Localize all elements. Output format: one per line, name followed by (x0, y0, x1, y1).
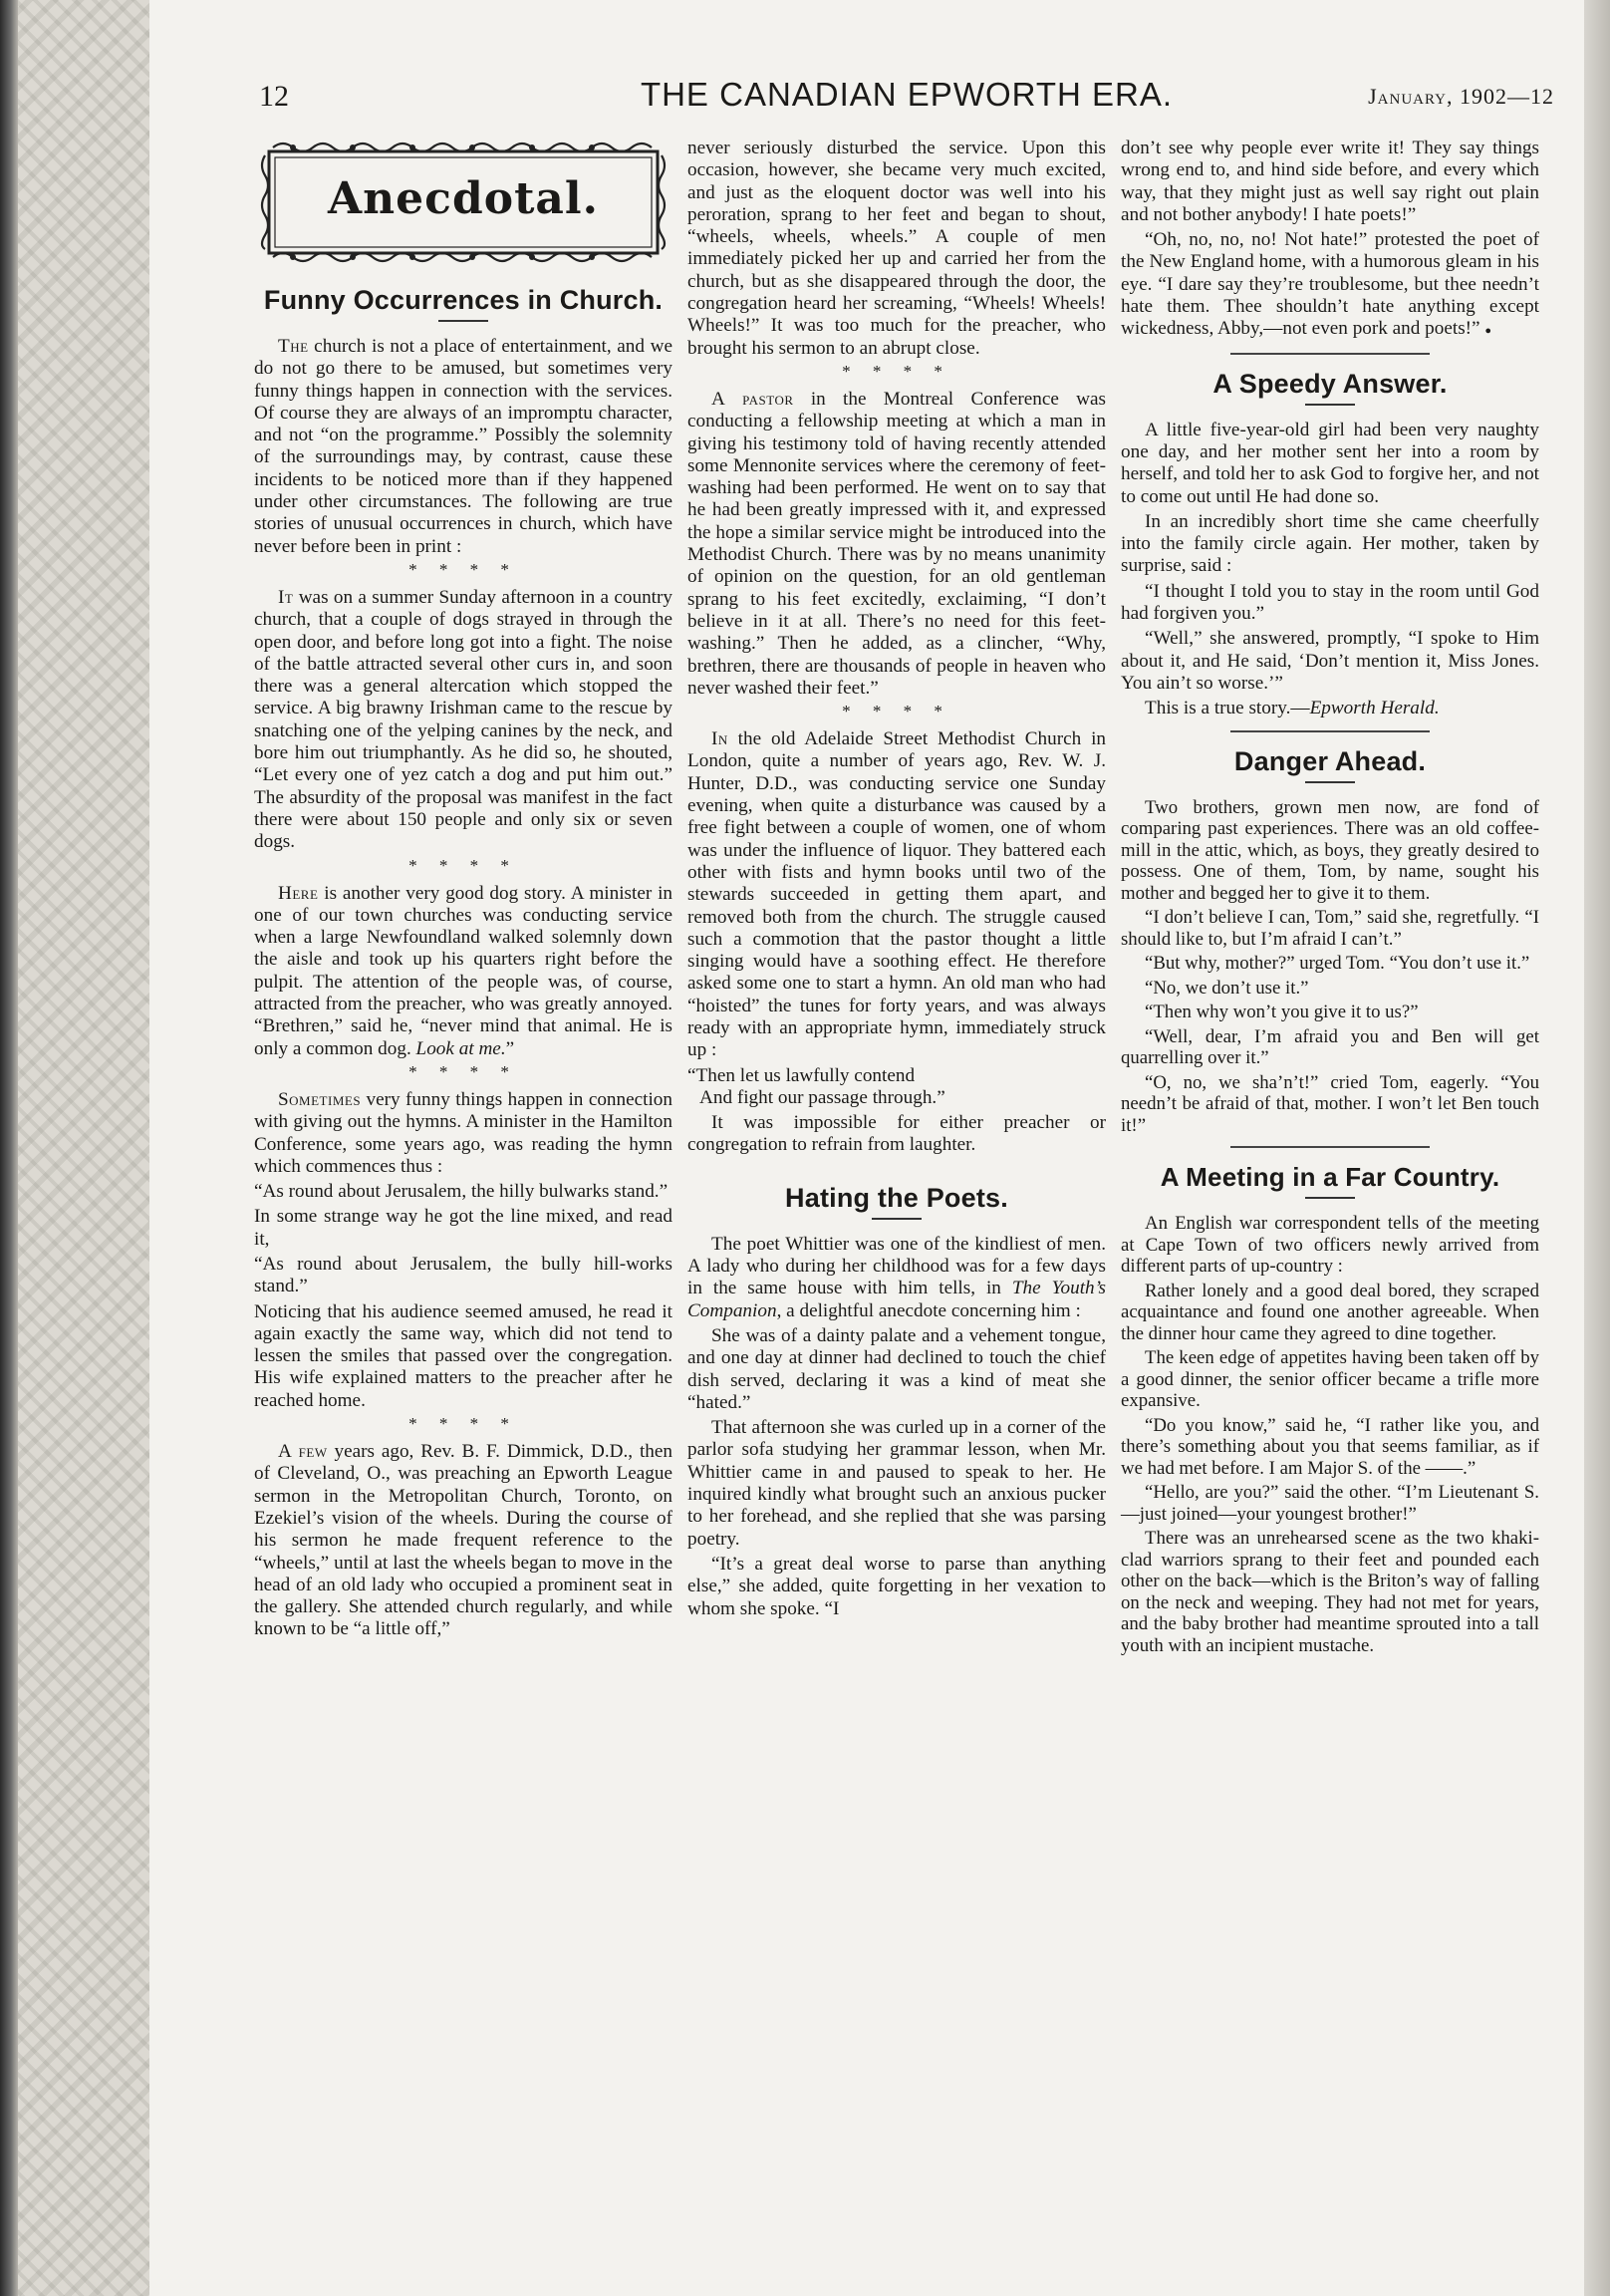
anecdotal-banner (259, 138, 668, 267)
section-break: * * * * (408, 855, 518, 875)
paragraph: “I thought I told you to stay in the room until God had forgiven you.” (1121, 580, 1539, 625)
closing-mark: ● (1484, 325, 1492, 338)
section-divider (1230, 730, 1430, 732)
heading-rule (872, 1218, 922, 1220)
section-divider (1230, 353, 1430, 355)
paragraph: Sometimes very funny things happen in connection with giving out the hymns. A minister in the Hamilton Conference, some years ago, was reading the hymn which commences thus : (254, 1088, 672, 1177)
section-break: * * * * (408, 1061, 518, 1081)
paragraph: The poet Whittier was one of the kindliest of men. A lady who during her childhood was for a few days in the same house with him tells, in The Youth’s Companion, a delightful anecdote concerning him : (687, 1233, 1106, 1321)
heading-rule (1305, 404, 1355, 406)
paragraph: The keen edge of appetites having been taken off by a good dinner, the senior officer became a trifle more expansive. (1121, 1347, 1539, 1412)
hymn-quote: “As round about Jerusalem, the hilly bulwarks stand.” (254, 1181, 669, 1203)
column-1 (254, 138, 672, 1644)
heading-rule (1305, 781, 1355, 783)
verse-line: “Then let us lawfully contend (687, 1064, 916, 1086)
section-break: * * * * (842, 702, 951, 721)
section-title: Anecdotal. (328, 173, 599, 224)
paragraph: An English war correspondent tells of the meeting at Cape Town of two officers newly arrived from different parts of up-country : (1121, 1213, 1539, 1278)
paragraph: “Well,” she answered, promptly, “I spoke to Him about it, and He said, ‘Don’t mention it, Miss Jones. You ain’t so worse.’” (1121, 628, 1539, 694)
section-break: * * * * (408, 559, 518, 579)
article-heading: Danger Ahead. (1233, 745, 1427, 776)
section-break: * * * * (408, 1414, 518, 1434)
paragraph: “Well, dear, I’m afraid you and Ben will get quarrelling over it.” (1121, 1025, 1539, 1069)
page-number: 12 (259, 80, 289, 113)
heading-rule (1305, 1197, 1355, 1199)
section-break: * * * * (842, 361, 951, 381)
verse-line: And fight our passage through.” (699, 1086, 945, 1108)
attribution: This is a true story.—Epworth Herald. (1145, 698, 1440, 719)
article-heading: Hating the Poets. (785, 1182, 1008, 1213)
paragraph: In the old Adelaide Street Methodist Church in London, quite a number of years ago, Rev. W. J. Hunter, D.D., was conducting service one Sunday evening, when quite a disturbance was caused by a free fight between a couple of women, one of whom was under the influence of liquor. They battered each other with fists and hymn books until two of the stewards succeeded in getting them apart, and removed both from the church. The struggle caused such a commotion that the pastor thought a little singing would have a soothing effect. He therefore asked some one to start a hymn. An old man who had “hoisted” the tunes for forty years, and was always ready with an appropriate hymn, immediately struck up : (687, 728, 1106, 1061)
paragraph: “No, we don’t use it.” (1145, 977, 1309, 999)
paragraph: It was on a summer Sunday afternoon in a country church, that a couple of dogs strayed in through the open door, and before long got into a fight. The noise of the battle attracted several other curs in, and soon there was a general altercation which stopped the service. A big brawny Irishman came to the rescue by snatching one of the yelping canines by the neck, and bore him out triumphantly. As he did so, he shouted, “Let every one of yez catch a dog and put him out.” The absurdity of the proposal was manifest in the fact there were about 150 people and only six or seven dogs. (254, 586, 672, 853)
paragraph: That afternoon she was curled up in a corner of the parlor sofa studying her grammar lesson, when Mr. Whittier came in and paused to speak to her. He inquired kindly what brought such an anxious pucker to her forehead, and she replied that she was parsing poetry. (687, 1417, 1106, 1550)
paragraph: “It’s a great deal worse to parse than anything else,” she added, quite forgetting in her vexation to whom she spoke. “I (687, 1553, 1106, 1619)
paragraph: A few years ago, Rev. B. F. Dimmick, D.D., then of Cleveland, O., was preaching an Epworth League sermon in the Metropolitan Church, Toronto, on Ezekiel’s vision of the wheels. During the course of his sermon he made frequent reference to the “wheels,” until at last the wheels began to move in the head of an old lady who occupied a prominent seat in the gallery. She attended church regularly, and while known to be “a little off,” (254, 1441, 672, 1640)
paragraph: “Oh, no, no, no! Not hate!” protested the poet of the New England home, with a humorous gleam in his eye. “I dare say they’re troublesome, but thee needn’t hate them. Thee shouldn’t hate anything except wickedness, Abby,—not even pork and poets!” ● (1121, 229, 1539, 340)
paragraph: In some strange way he got the line mixed, and read it, (254, 1206, 672, 1250)
column-3 (1121, 138, 1539, 1659)
running-header (259, 72, 1554, 132)
section-divider (1230, 1146, 1430, 1148)
paragraph: A pastor in the Montreal Conference was conducting a fellowship meeting at which a man in giving his testimony told of having recently attended some Mennonite services where the ceremony of feet-washing had been performed. He went on to say that he had been greatly impressed with it, and expressed the hope a similar service might be introduced into the Methodist Church. There was by no means unanimity of opinion on the question, for an old gentleman sprang to his feet excitedly, exclaiming, “I don’t believe in it at all. There’s no need for this feet-washing.” Then he added, as a clincher, “Why, brethren, there are thousands of people in heaven who never washed their feet.” (687, 388, 1107, 699)
journal-title: THE CANADIAN EPWORTH ERA. (640, 76, 1174, 113)
article-heading: Funny Occurrences in Church. (263, 285, 664, 315)
paragraph: “Do you know,” said he, “I rather like you, and there’s something about you that seems familiar, as if we had met before. I am Major S. of the ——.” (1121, 1414, 1539, 1479)
article-heading: A Speedy Answer. (1212, 368, 1448, 399)
paragraph: There was an unrehearsed scene as the two khaki-clad warriors sprang to their feet and pounded each other on the back—which is the Briton’s way of falling on the neck and weeping. They had not met for years, and the baby brother had meantime sprouted into a tall youth with an incipient mustache. (1121, 1528, 1539, 1656)
paragraph: “Hello, are you?” said the other. “I’m Lieutenant S.—just joined—your youngest brother!” (1121, 1482, 1539, 1525)
paragraph: Noticing that his audience seemed amused, he read it again exactly the same way, which did not tend to lessen the smiles that passed over the congregation. His wife explained matters to the preacher after he reached home. (254, 1300, 672, 1411)
paragraph: “I don’t believe I can, Tom,” said she, regretfully. “I should like to, but I’m afraid I can’t.” (1121, 907, 1539, 950)
paragraph: It was impossible for either preacher or congregation to refrain from laughter. (687, 1112, 1106, 1156)
hymn-quote: “As round about Jerusalem, the bully hill-works stand.” (254, 1253, 672, 1297)
paragraph: Two brothers, grown men now, are fond of comparing past experiences. There was an old coffee-mill in the attic, which, as boys, they greatly desired to possess. One of them, Tom, by name, sought his mother and begged her to give it to them. (1121, 796, 1539, 904)
magazine-page (149, 0, 1584, 2296)
paragraph: In an incredibly short time she came cheerfully into the family circle again. Her mother, taken by surprise, said : (1121, 510, 1539, 577)
paragraph: A little five-year-old girl had been very naughty one day, and her mother sent her into a room by herself, and told her to ask God to forgive her, and not to come out until He had done so. (1121, 419, 1539, 507)
heading-rule (438, 320, 488, 322)
paragraph: The church is not a place of entertainment, and we do not go there to be amused, but sometimes very funny things happen in connection with the services. Of course they are always of an impromptu character, and not “on the programme.” Possibly the solemnity of the surroundings may, by contrast, cause these incidents to be noticed more than if they happened under other circumstances. The following are true stories of unusual occurrences in church, which have never before been in print : (254, 336, 672, 557)
paragraph: don’t see why people ever write it! They say things wrong end to, and hind side before, and every which way, that they might just as well say right out plain and not bother anybody! I hate poets!” (1121, 138, 1539, 225)
hymn-verse (687, 1065, 1106, 1110)
paragraph: never seriously disturbed the service. Upon this occasion, however, she became very much excited, and just as the eloquent doctor was well into his peroration, sprang to her feet and began to shout, “wheels, wheels, wheels.” A couple of men immediately picked her up and carried her from the church, but as she disappeared through the door, the congregation heard her screaming, “Wheels! Wheels! Wheels!” It was too much for the preacher, who brought his sermon to an abrupt close. (687, 138, 1106, 359)
issue-date: January, 1902—12 (1368, 84, 1554, 109)
paragraph: Rather lonely and a good deal bored, they scraped acquaintance and found one another agreeable. When the dinner hour came they agreed to dine together. (1121, 1280, 1539, 1344)
scan-binding-edge (0, 0, 149, 2296)
paragraph: “O, no, we sha’n’t!” cried Tom, eagerly. “You needn’t be afraid of that, mother. I won’t let Ben touch it!” (1121, 1071, 1539, 1136)
paragraph: She was of a dainty palate and a vehement tongue, and one day at dinner had declined to touch the chief dish served, declaring it was a kind of meat she “hated.” (687, 1324, 1106, 1413)
article-columns (254, 138, 1539, 2210)
article-heading: A Meeting in a Far Country. (1160, 1162, 1500, 1193)
column-2 (687, 138, 1106, 1623)
paragraph: “Then why won’t you give it to us?” (1145, 1002, 1419, 1023)
paragraph: “But why, mother?” urged Tom. “You don’t use it.” (1145, 953, 1530, 975)
paragraph: Here is another very good dog story. A minister in one of our town churches was conducting service when a large Newfoundland walked solemnly down the aisle and took up his quarters right before the pulpit. The attention of the people was, of course, attracted from the preacher, who was greatly annoyed. “Brethren,” said he, “never mind that animal. He is only a common dog. Look at me.” (254, 882, 672, 1059)
